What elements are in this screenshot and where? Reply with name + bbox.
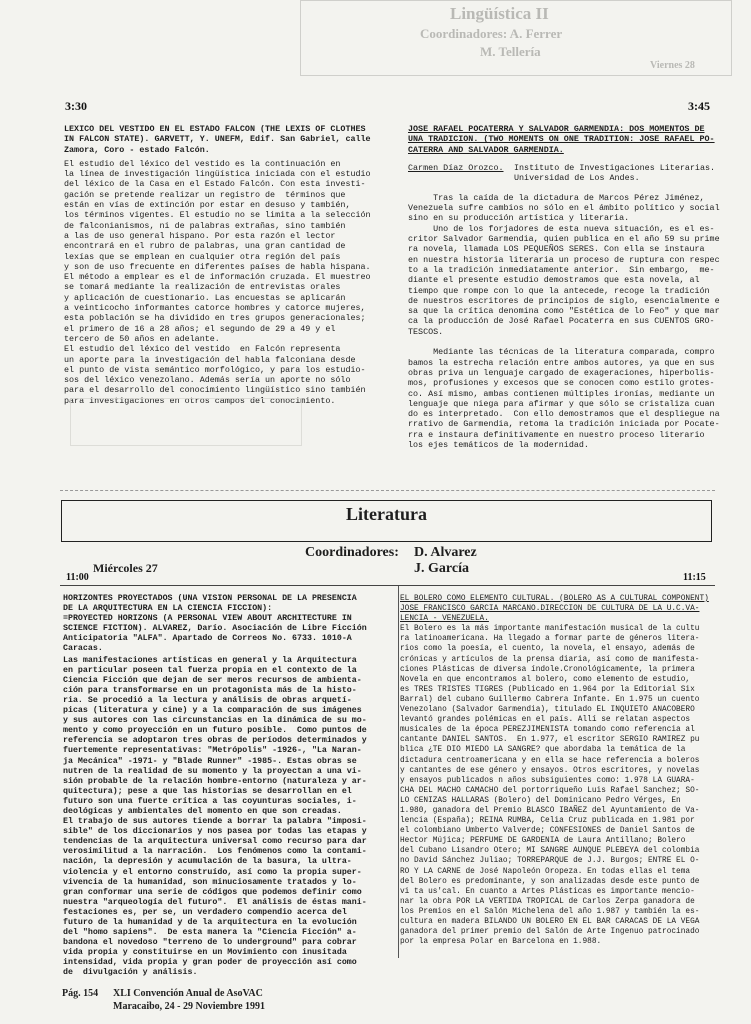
abstract-body: Las manifestaciones artísticas en general y la Arquitectura en particular poseen tal fuerza propia en el contexto de la Ciencia Ficción que dejan de ser meros recursos de ambienta- ción para transformarse en un protagonista más de la histo- ria. Se procedió a la lectura y análisis de obras arquetí- picas (literatura y cine) y a la comparación de sus imágenes y sus autores con las circunstancias en la dinámica de su mo- mento y como proyección en un futuro posible. Como puntos de referencia se adoptaron tres obras de períodos determinados y fuertemente representativas: "Metrópolis" -1926-, "La Naran- ja Mecánica" -1971- y "Blade Runner" -1985-. Estas obras se nutren de la realidad de su momento y la proyectan a una vi- sión probable de la relación hombre-entorno (naturaleza y ar- quitectura); pese a que las historias se desarrollan en el futuro son una fuerte crítica a las coyunturas sociales, i- deológicas y ambientales del momento en que son creadas. El trabajo de sus autores tiende a borrar la palabra "imposi- sible" de los diccionarios y nos pasea por todas las etapas y tendencias de la arquitectura universal como recurso para dar verosimilitud a la narración. Los fenómenos como la contami- nación, la depresión y acumulación de la basura, la ultra- violencia y el entorno construído, así como la propia super- vivencia de la humanidad, son minuciosamente tratados y lo- gran conformar una serie de códigos que podemos definir como nuestra "arqueología del futuro". El análisis de éstas mani- festaciones es, per se, un verdadero compendio acerca del futuro de la humanidad y de la arquitectura en la evolución del "homo sapiens". De esta manera la "Ciencia Ficción" a- bandona el novedoso "terreno de lo underground" para cobrar vida propia y constituirse en un Movimiento con inusitada intensidad, vida propia y gran poder de proyección así como de divulgación y análisis. (63, 655, 367, 978)
abstract-title: EL BOLERO COMO ELEMENTO CULTURAL. (BOLERO AS A CULTURAL COMPONENT) JOSE FRANCISCO GARCIA MARCANO.DIRECCION DE CULTURA DE LA U.C.VA- LENCIA - VENEZUELA. (400, 595, 709, 624)
footer-event: XLI Convención Anual de AsoVAC (113, 988, 263, 999)
ghost-day: Viernes 28 (650, 60, 695, 71)
ghost-title: Lingüística II (450, 4, 549, 23)
ghost-coordinator-2: M. Tellería (480, 44, 541, 59)
separator-rule (60, 585, 715, 586)
time-3-30: 3:30 (65, 99, 87, 113)
coordinators-label: Coordinadores: (305, 545, 399, 560)
abstract-author: Carmen Díaz Orozco. (408, 162, 504, 173)
abstract-body: El estudio del léxico del vestido es la continuación en la línea de investigación lingüística iniciada con el estudio del léxico de la Casa en el Estado Falcón. Con esta investi- gación se pretende realizar un registro de términos que están en vías de extinción por estar en desuso y también, los términos vigentes. El estudio no se limita a la selección de falconianismos, ni de palabras extrañas, sino también a las de uso general hispano. Por esta razón el lector encontrará en el rubro de palabras, una gran cantidad de lexías que se emplean en cualquier otra región del país y son de uso frecuente en diferentes países de habla hispana. El método a emplear es el de información cruzada. El muestreo se tomará mediante la realización de entrevistas orales y aplicación de cuestionario. Las encuestas se aplicarán a veinticocho informantes catorce hombres y catorce mujeres, esta población se ha dividido en tres grupos generacionales; el primero de 16 a 28 años; el segundo de 29 a 49 y el tercero de 50 años en adelante. El estudio del léxico del vestido en Falcón representa un aporte para la investigación del habla falconiana desde el punto de vista semántico morfológico, y para los estudio- sos del léxico venezolano. Además sería un aporte no sólo para el desarrollo del conocimiento lingüístico sino también para investigaciones en otros campos del conocimiento. (64, 158, 371, 406)
column-rule (398, 586, 399, 958)
ghost-header (300, 0, 740, 78)
time-3-45: 3:45 (688, 99, 710, 113)
ghost-table (70, 398, 302, 446)
abstract-body: Tras la caída de la dictadura de Marcos Pérez Jiménez, Venezuela sufre cambios no sólo en el ámbito político y social sino en su producción artística y literaria. Uno de los forjadores de esta nueva situación, es el es- critor Salvador Garmendia, quien publica en el año 59 su prime ra novela, llamada LOS PEQUEÑOS SERES. Con ella se instaura en nuestra historia literaria un proceso de ruptura con respec to a la tradición inmediatamente anterior. Sin embargo, me- diante el presente estudio demostramos que esta novela, al tiempo que rompe con lo que la antecede, recoge la tradición de nuestros escritores de principios de siglo, esencialmente e sa que la crítica denomina como "Estética de lo Feo" y que mar ca la producción de José Rafael Pocaterra en sus CUENTOS GRO- TESCOS. Mediante las técnicas de la literatura comparada, compro bamos la estrecha relación entre ambos autores, ya que en sus obras priva un lenguaje cargado de exageraciones, hiperbolis- mos, profusiones y excesos que se conocen como estilo grotes- co. Así mismo, ambas contienen múltiples ironías, mediante un lenguaje que niega para afirmar y que sólo se cristaliza cuan do es interpretado. Con ello demostramos que el despliegue na rrativo de Garmendia, retoma la tradición iniciada por Pocate- rra e instaura definitivamente en nuestro proceso literario los ejes temáticos de la modernidad. (408, 192, 720, 451)
abstract-pocaterra-garmendia (408, 124, 728, 450)
coordinator-1: D. Alvarez (414, 545, 477, 560)
abstract-bolero (400, 594, 716, 947)
footer-page-number: Pág. 154 (62, 988, 99, 999)
section-title: Literatura (346, 504, 427, 524)
coordinator-2: J. García (414, 561, 469, 576)
session-day: Miércoles 27 (93, 561, 158, 575)
abstract-title: JOSE RAFAEL POCATERRA Y SALVADOR GARMENDIA: DOS MOMENTOS DE UNA TRADICION. (TWO MOMENTS ON ONE TRADITION: JOSE RAFAEL PO- CATERRA AND SALVADOR GARMENDIA. (408, 124, 715, 155)
footer-place-date: Maracaibo, 24 - 29 Noviembre 1991 (113, 1001, 266, 1012)
time-11-00: 11:00 (66, 572, 89, 583)
abstract-institution: Instituto de Investigaciones Literarias. Universidad de Los Andes. (514, 162, 716, 184)
ghost-coordinators: Coordinadores: A. Ferrer (420, 26, 563, 41)
abstract-lexico-vestido (64, 124, 399, 406)
abstract-horizontes-proyectados (63, 594, 395, 979)
section-divider (60, 490, 715, 491)
section-header-box (61, 500, 712, 542)
abstract-body: El Bolero es la más importante manifestación musical de la cultu ra latinoamericana. Ha llegado a formar parte de géneros litera- rios como la poesía, el cuento, la novela, el ensayo, además de crónicas y artículos de la prensa diaria, así como de manifesta- ciones Plásticas de diversa índole.Cronológicamente, la primera Novela en que encontramos al bolero, como elemento de estudio, es TRES TRISTES TIGRES (Publicado en 1.964 por la Editorial Six Barral) del cubano Guillermo Cabrera Infante. En 1.975 un cuento Venezolano (Salvador Garmendia), titulado EL INQUIETO ANACOBERO levantó grandes polémicas en el país. Allí se relatan aspectos musicales de la época PEREZJIMENISTA tomando como referencia al cantante DANIEL SANTOS. En 1.977, el escritor SERGIO RAMIREZ pu blica ¿TE DIO MIEDO LA SANGRE? que abordaba la temática de la dictadura centroamericana y en ella se hace referencia a boleros y cantantes de ese género y ensayos. Otros escritores, y novelas y ensayos publicados n años subsiguientes como: 1.978 LA GUARA- CHA DEL MACHO CAMACHO del portorriqueño Luis Rafael Sanchez; SO- LO CENIZAS HALLARAS (Bolero) del Dominicano Pedro Vérges, En 1.980, ganadora del Premio BLASCO IBAÑEZ del Ayuntamiento de Va- lencia (España); REINA RUMBA, Celia Cruz publicada en 1.981 por el colombiano Umberto Valverde; CONFESIONES de Daniel Santos de Hector Mújica; PERFUME DE GARDENIA de Laura Antillano; Bolero del Cubano Lisandro Otero; MI SANGRE AUNQUE PLEBEYA del colombia no David Sánchez Juliao; TORREPARQUE de J.J. Burgos; ENTRE EL O- RO Y LA CARNE de José Napoleón Oropeza. En todas ellas el tema del Bolero es predominante, y son analizadas desde este punto de vi ta us'cal. En cuanto a Artes Plásticas es importante mencio- nar la obra POR LA VERTIDA TROPICAL de Carlos Zerpa ganadora de los Premios en el Salón Michelena del año 1.987 y también la es- cultura en madera BILANDO UN BOLERO EN EL BAR CARACAS DE LA VEGA ganadora del primer premio del Salón de Arte Ingenuo patrocinado por la empresa Polar en Barcelona en 1.988. (400, 625, 700, 947)
abstract-title: LEXICO DEL VESTIDO EN EL ESTADO FALCON (THE LEXIS OF CLOTHES IN FALCON STATE). GARVETT, Y. UNEFM, Edif. San Gabriel, calle Zamora, Coro - estado Falcón. (64, 124, 371, 155)
time-11-15: 11:15 (683, 572, 706, 583)
abstract-title: HORIZONTES PROYECTADOS (UNA VISION PERSONAL DE LA PRESENCIA DE LA ARQUITECTURA EN LA CIENCIA FICCION): =PROYECTED HORIZONS (A PERSONAL VIEW ABOUT ARCHITECTURE IN SCIENCE FICTION). ALVAREZ, Darío. Asociación de Libre Ficción Anticipatoria "ALFA". Apartado de Correos No. 6733. 1010-A Caracas. (63, 594, 367, 654)
